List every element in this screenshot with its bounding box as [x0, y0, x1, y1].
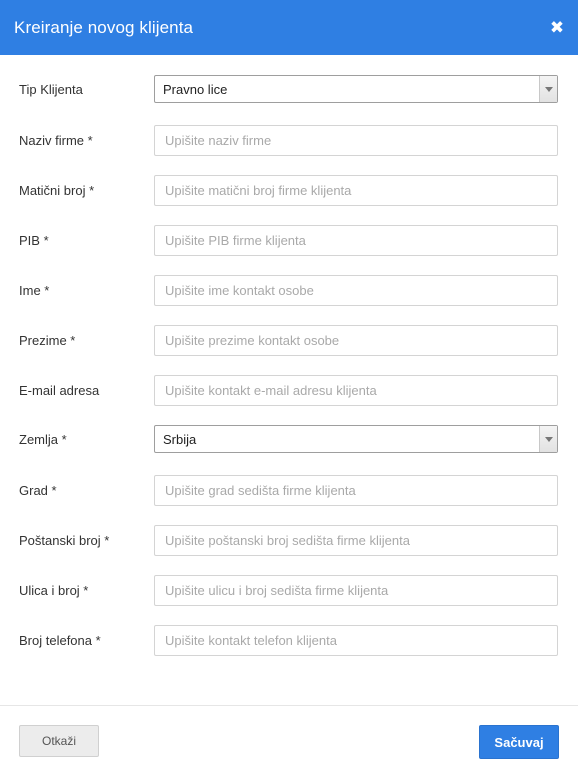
last-name-input[interactable] [154, 325, 558, 356]
email-row [0, 375, 578, 425]
close-icon[interactable]: ✖ [549, 18, 565, 37]
street-input[interactable] [154, 575, 558, 606]
email-field[interactable] [154, 375, 558, 406]
registration-number-label: Matični broj * [19, 183, 95, 198]
modal-title: Kreiranje novog klijenta [14, 17, 194, 37]
email-label: E-mail adresa [19, 383, 100, 398]
country-select[interactable] [154, 425, 558, 453]
client-type-value: Pravno lice [163, 81, 228, 97]
client-type-select[interactable] [154, 75, 558, 103]
modal-header [0, 0, 578, 55]
save-button[interactable]: Sačuvaj [479, 725, 559, 759]
tax-id-input[interactable] [154, 225, 558, 256]
cancel-button[interactable]: Otkaži [19, 725, 99, 757]
footer-divider [0, 705, 578, 706]
phone-label: Broj telefona * [19, 633, 101, 648]
client-type-row [0, 75, 578, 125]
chevron-down-icon [539, 426, 557, 452]
company-name-input[interactable] [154, 125, 558, 156]
first-name-input[interactable] [154, 275, 558, 306]
phone-row [0, 625, 578, 675]
client-type-label: Tip Klijenta [19, 81, 83, 97]
registration-number-row [0, 175, 578, 225]
client-form [0, 75, 578, 675]
phone-input[interactable] [154, 625, 558, 656]
tax-id-label: PIB * [19, 233, 49, 248]
tax-id-row [0, 225, 578, 275]
city-row [0, 475, 578, 525]
company-name-row [0, 125, 578, 175]
last-name-row [0, 325, 578, 375]
city-label: Grad * [19, 483, 57, 498]
company-name-label: Naziv firme * [19, 133, 93, 148]
postal-code-row [0, 525, 578, 575]
street-label: Ulica i broj * [19, 583, 89, 598]
chevron-down-icon [539, 76, 557, 102]
last-name-label: Prezime * [19, 333, 76, 348]
first-name-label: Ime * [19, 283, 50, 298]
postal-code-input[interactable] [154, 525, 558, 556]
country-value: Srbija [163, 431, 197, 447]
street-row [0, 575, 578, 625]
city-input[interactable] [154, 475, 558, 506]
country-row [0, 425, 578, 475]
country-label: Zemlja * [19, 431, 67, 447]
first-name-row [0, 275, 578, 325]
postal-code-label: Poštanski broj * [19, 533, 110, 548]
registration-number-input[interactable] [154, 175, 558, 206]
